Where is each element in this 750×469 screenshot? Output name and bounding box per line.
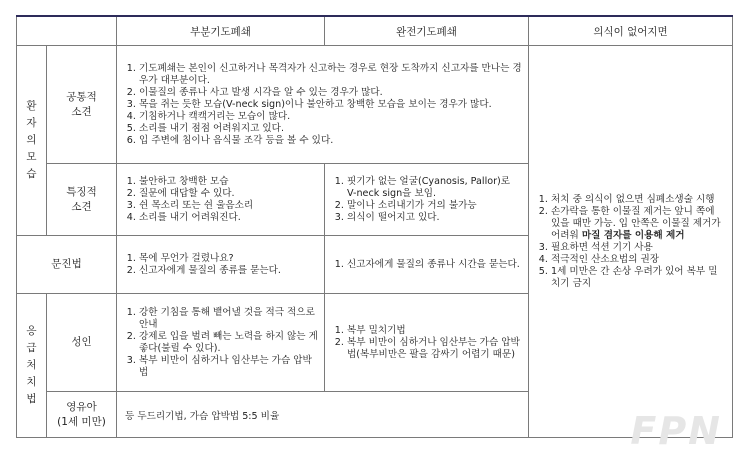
list-item: 3. 필요하면 석션 기기 사용	[551, 242, 726, 254]
list-item: 1. 목에 무언가 걸렸나요?	[139, 253, 318, 265]
unconscious-cell	[529, 46, 733, 438]
list-item: 1. 강한 기침을 통해 뱉어낼 것을 적극 적으로 안내	[139, 307, 318, 331]
infant-method: 등 두드리기법, 가슴 압박법 5:5 비율	[117, 392, 529, 438]
label-adult: 성인	[47, 294, 117, 392]
list-item: 4. 기침하거나 캑캑거리는 모습이 많다.	[139, 111, 522, 123]
airway-obstruction-table	[16, 15, 733, 438]
header-partial: 부분기도폐쇄	[117, 16, 325, 46]
list-item: 2. 질문에 대답할 수 있다.	[139, 188, 318, 200]
adult-partial	[117, 294, 325, 392]
list-item: 1. 신고자에게 물질의 종류나 시간을 묻는다.	[347, 259, 522, 271]
label-inquiry: 문진법	[17, 236, 117, 294]
list-item: 1. 불안하고 창백한 모습	[139, 176, 318, 188]
common-findings	[117, 46, 529, 164]
inquiry-partial	[117, 236, 325, 294]
list-item: 1. 핏기가 없는 얼굴(Cyanosis, Pallor)로 V-neck sign을 보임.	[347, 176, 522, 200]
list-item: 4. 적극적인 산소요법의 권장	[551, 254, 726, 266]
list-item: 5. 소리를 내기 점점 어려워지고 있다.	[139, 123, 522, 135]
list-item: 2. 손가락을 통한 이물질 제거는 앞니 쪽에 있을 때만 가능. 입 안쪽은 이물질 제거가 어려워 마질 겸자를 이용해 제거	[551, 206, 726, 242]
list-item: 6. 입 주변에 침이나 음식물 조각 등을 볼 수 있다.	[139, 135, 522, 147]
list-item: 3. 목을 쥐는 듯한 모습(V-neck sign)이나 불안하고 창백한 모습을 보이는 경우가 많다.	[139, 99, 522, 111]
list-item: 3. 복부 비만이 심하거나 임산부는 가슴 압박법	[139, 355, 318, 379]
list-item: 2. 복부 비만이 심하거나 임산부는 가슴 압박법(복부비만은 팔을 감싸기 어렵기 때문)	[347, 337, 522, 361]
list-item: 1. 복부 밀치기법	[347, 325, 522, 337]
fpn-watermark: FPN	[630, 409, 722, 453]
list-item: 3. 의식이 떨어지고 있다.	[347, 212, 522, 224]
header-unconscious: 의식이 없어지면	[529, 16, 733, 46]
section-first-aid: 응 급 처 치 법	[17, 294, 47, 438]
list-item: 2. 신고자에게 물질의 종류를 묻는다.	[139, 265, 318, 277]
list-item: 2. 이물질의 종류나 사고 발생 시각을 알 수 있는 경우가 많다.	[139, 87, 522, 99]
inquiry-complete	[325, 236, 529, 294]
list-item: 1. 처치 중 의식이 없으면 심폐소생술 시행	[551, 194, 726, 206]
label-specific: 특징적 소견	[47, 164, 117, 236]
row-common	[17, 46, 733, 164]
list-item: 1. 기도폐쇄는 본인이 신고하거나 목격자가 신고하는 경우로 현장 도착까지 신고자를 만나는 경우가 대부분이다.	[139, 63, 522, 87]
header-row	[17, 16, 733, 46]
adult-complete	[325, 294, 529, 392]
section-patient: 환 자 의 모 습	[17, 46, 47, 236]
label-common: 공통적 소견	[47, 46, 117, 164]
label-infant: 영유아 (1세 미만)	[47, 392, 117, 438]
specific-complete	[325, 164, 529, 236]
corner-cell	[17, 16, 117, 46]
specific-partial	[117, 164, 325, 236]
list-item: 5. 1세 미만은 간 손상 우려가 있어 복부 밀치기 금지	[551, 266, 726, 290]
list-item: 2. 말이나 소리내기가 거의 불가능	[347, 200, 522, 212]
list-item: 3. 쉰 목소리 또는 쉰 울음소리	[139, 200, 318, 212]
header-complete: 완전기도폐쇄	[325, 16, 529, 46]
list-item: 4. 소리를 내기 어려워진다.	[139, 212, 318, 224]
list-item: 2. 강제로 입을 벌려 빼는 노력을 하지 않는 게 좋다(불릴 수 있다).	[139, 331, 318, 355]
